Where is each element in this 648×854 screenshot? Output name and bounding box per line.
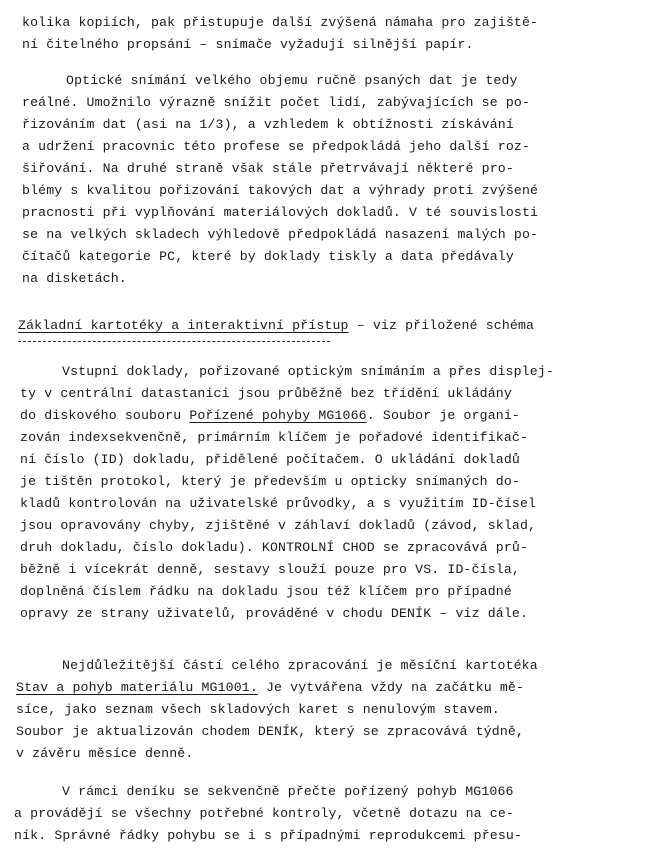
paragraph-2-line-4: a udržení pracovnic této profese se předpokládá jeho další roz-	[22, 139, 531, 154]
paragraph-1-line-2: ní čitelného propsání – snímače vyžadují silnější papír.	[22, 37, 474, 52]
paragraph-5-line-1: V rámci deníku se sekvenčně přečte pořízený pohyb MG1066	[62, 784, 514, 799]
paragraph-3-line-2: ty v centrální datastanici jsou průběžně bez třídění ukládány	[20, 386, 512, 401]
paragraph-3-line-3-prefix: do diskového souboru	[20, 408, 190, 423]
file-name-mg1001: Stav a pohyb materiálu MG1001.	[16, 680, 258, 695]
paragraph-4-line-3: síce, jako seznam všech skladových karet s nenulovým stavem.	[16, 702, 500, 717]
section-heading-title: Základní kartotéky a interaktivní přístup	[18, 318, 349, 333]
paragraph-3-line-1: Vstupní doklady, pořizované optickým snímáním a přes displej-	[62, 364, 554, 379]
paragraph-2-line-1: Optické snímání velkého objemu ručně psaných dat je tedy	[66, 73, 518, 88]
file-name-mg1066: Pořízené pohyby MG1066	[189, 408, 367, 423]
paragraph-2-line-10: na disketách.	[22, 271, 127, 286]
paragraph-4-line-2-suffix: Je vytvářena vždy na začátku mě-	[257, 680, 525, 695]
paragraph-3-line-11: doplněná číslem řádku na dokladu jsou též klíčem pro případné	[20, 584, 512, 599]
paragraph-5-line-2: a provádějí se všechny potřebné kontroly, včetně dotazu na ce-	[14, 806, 514, 821]
paragraph-2-line-7: pracnosti při vyplňování materiálových dokladů. V té souvislosti	[22, 205, 539, 220]
paragraph-3-line-4: zován indexsekvenčně, primárním klíčem je pořadové identifikač-	[20, 430, 529, 445]
paragraph-2-line-2: reálné. Umožnilo výrazně snížit počet lidí, zabývajících se po-	[22, 95, 531, 110]
paragraph-3-line-5: ní číslo (ID) dokladu, přidělené počítačem. O ukládání dokladů	[20, 452, 520, 467]
paragraph-4-line-4: Soubor je aktualizován chodem DENÍK, který se zpracovává týdně,	[16, 724, 525, 739]
section-heading-suffix: – viz přiložené schéma	[348, 318, 535, 333]
paragraph-2-line-6: blémy s kvalitou pořizování takových dat a výhrady proti zvýšené	[22, 183, 539, 198]
paragraph-2-line-9: čítačů kategorie PC, které by doklady tiskly a data předávaly	[22, 249, 514, 264]
paragraph-3-line-9: druh dokladu, číslo dokladu). KONTROLNÍ CHOD se zpracovává prů-	[20, 540, 529, 555]
section-heading	[18, 318, 534, 334]
paragraph-3-line-6: je tištěn protokol, který je především u opticky snímaných do-	[20, 474, 520, 489]
paragraph-2-line-8: se na velkých skladech výhledově předpokládá nasazení malých po-	[22, 227, 539, 242]
paragraph-5-line-3: ník. Správné řádky pohybu se i s případnými reprodukcemi přesu-	[14, 828, 523, 843]
paragraph-4-line-1: Nejdůležitější částí celého zpracování je měsíční kartotéka	[62, 658, 538, 673]
paragraph-3-line-3	[20, 408, 520, 424]
paragraph-4-line-2	[16, 680, 524, 696]
paragraph-3-line-8: jsou opravovány chyby, zjištěné v záhlaví dokladů (závod, sklad,	[20, 518, 537, 533]
paragraph-4-line-5: v závěru měsíce denně.	[16, 746, 194, 761]
paragraph-3-line-10: běžně i vícekrát denně, sestavy slouží pouze pro VS. ID-čísla,	[20, 562, 520, 577]
paragraph-3-line-12: opravy ze strany uživatelů, prováděné v chodu DENÍK – viz dále.	[20, 606, 529, 621]
paragraph-3-line-7: kladů kontrolován na uživatelské průvodky, a s využitím ID-čísel	[20, 496, 537, 511]
paragraph-2-line-5: šiřování. Na druhé straně však stále přetrvávají některé pro-	[22, 161, 514, 176]
paragraph-1-line-1: kolika kopiích, pak přistupuje další zvýšená námaha pro zajiště-	[22, 15, 539, 30]
paragraph-3-line-3-suffix: . Soubor je organi-	[366, 408, 520, 423]
paragraph-2-line-3: řizováním dat (asi na 1/3), a vzhledem k obtížnosti získávání	[22, 117, 514, 132]
dashed-rule	[18, 341, 330, 342]
